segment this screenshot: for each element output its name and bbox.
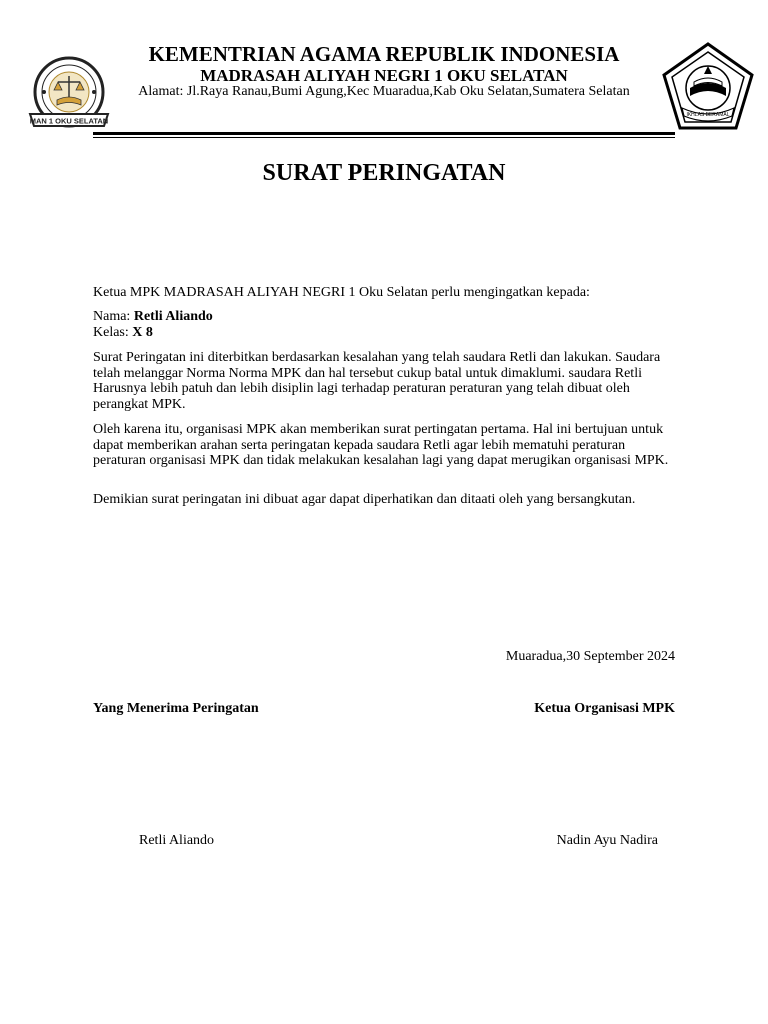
recipient-class-row [93, 325, 675, 341]
letter-closing: Demikian surat peringatan ini dibuat agar dapat diperhatikan dan ditaati oleh yang bersangkutan. [93, 492, 636, 507]
header-ministry: KEMENTRIAN AGAMA REPUBLIK INDONESIA [148, 42, 620, 66]
header-school-name: MADRASAH ALIYAH NEGRI 1 OKU SELATAN [200, 66, 568, 85]
header-divider-thin [93, 137, 675, 138]
letter-intro: Ketua MPK MADRASAH ALIYAH NEGRI 1 Oku Selatan perlu mengingatkan kepada: [93, 285, 590, 300]
right-logo-ribbon-text: IKHLAS BERAMAL [686, 112, 730, 118]
header-address: Alamat: Jl.Raya Ranau,Bumi Agung,Kec Muaradua,Kab Oku Selatan,Sumatera Selatan [138, 84, 630, 99]
place-date: Muaradua,30 September 2024 [505, 649, 675, 664]
letter-title: SURAT PERINGATAN [262, 160, 506, 186]
left-logo-ring-text: MAN 1 OKU SELATAN [29, 116, 109, 126]
name-label: Nama: [93, 309, 134, 324]
signature-right-name: Nadin Ayu Nadira [556, 833, 658, 848]
recipient-name-row [93, 309, 675, 325]
signature-right-title: Ketua Organisasi MPK [534, 701, 675, 716]
letter-paragraph-2: Oleh karena itu, organisasi MPK akan memberikan surat pertingatan pertama. Hal ini bertujuan untuk dapat memberikan arahan serta peringatan kepada saudara Retli agar lebih mematuhi peraturan peraturan organisasi MPK dan tidak melakukan kesalahan lagi yang dapat merugikan organisasi MPK. [93, 422, 669, 469]
signature-left-title: Yang Menerima Peringatan [93, 701, 259, 716]
letter-paragraph-1: Surat Peringatan ini diterbitkan berdasarkan kesalahan yang telah saudara Retli dan lakukan. Saudara telah melanggar Norma Norma MPK dan hal tersebut cukup batal untuk dimaklumi. saudara Retli Harusnya lebih patuh dan lebih disiplin lagi terhadap peraturan peraturan yang telah dibuat oleh perangkat MPK. [93, 350, 661, 412]
header-divider-thick [93, 132, 675, 135]
class-value: X 8 [132, 325, 153, 340]
name-value: Retli Aliando [133, 309, 213, 324]
signature-left-name: Retli Aliando [139, 833, 215, 848]
class-label: Kelas: [93, 325, 133, 340]
